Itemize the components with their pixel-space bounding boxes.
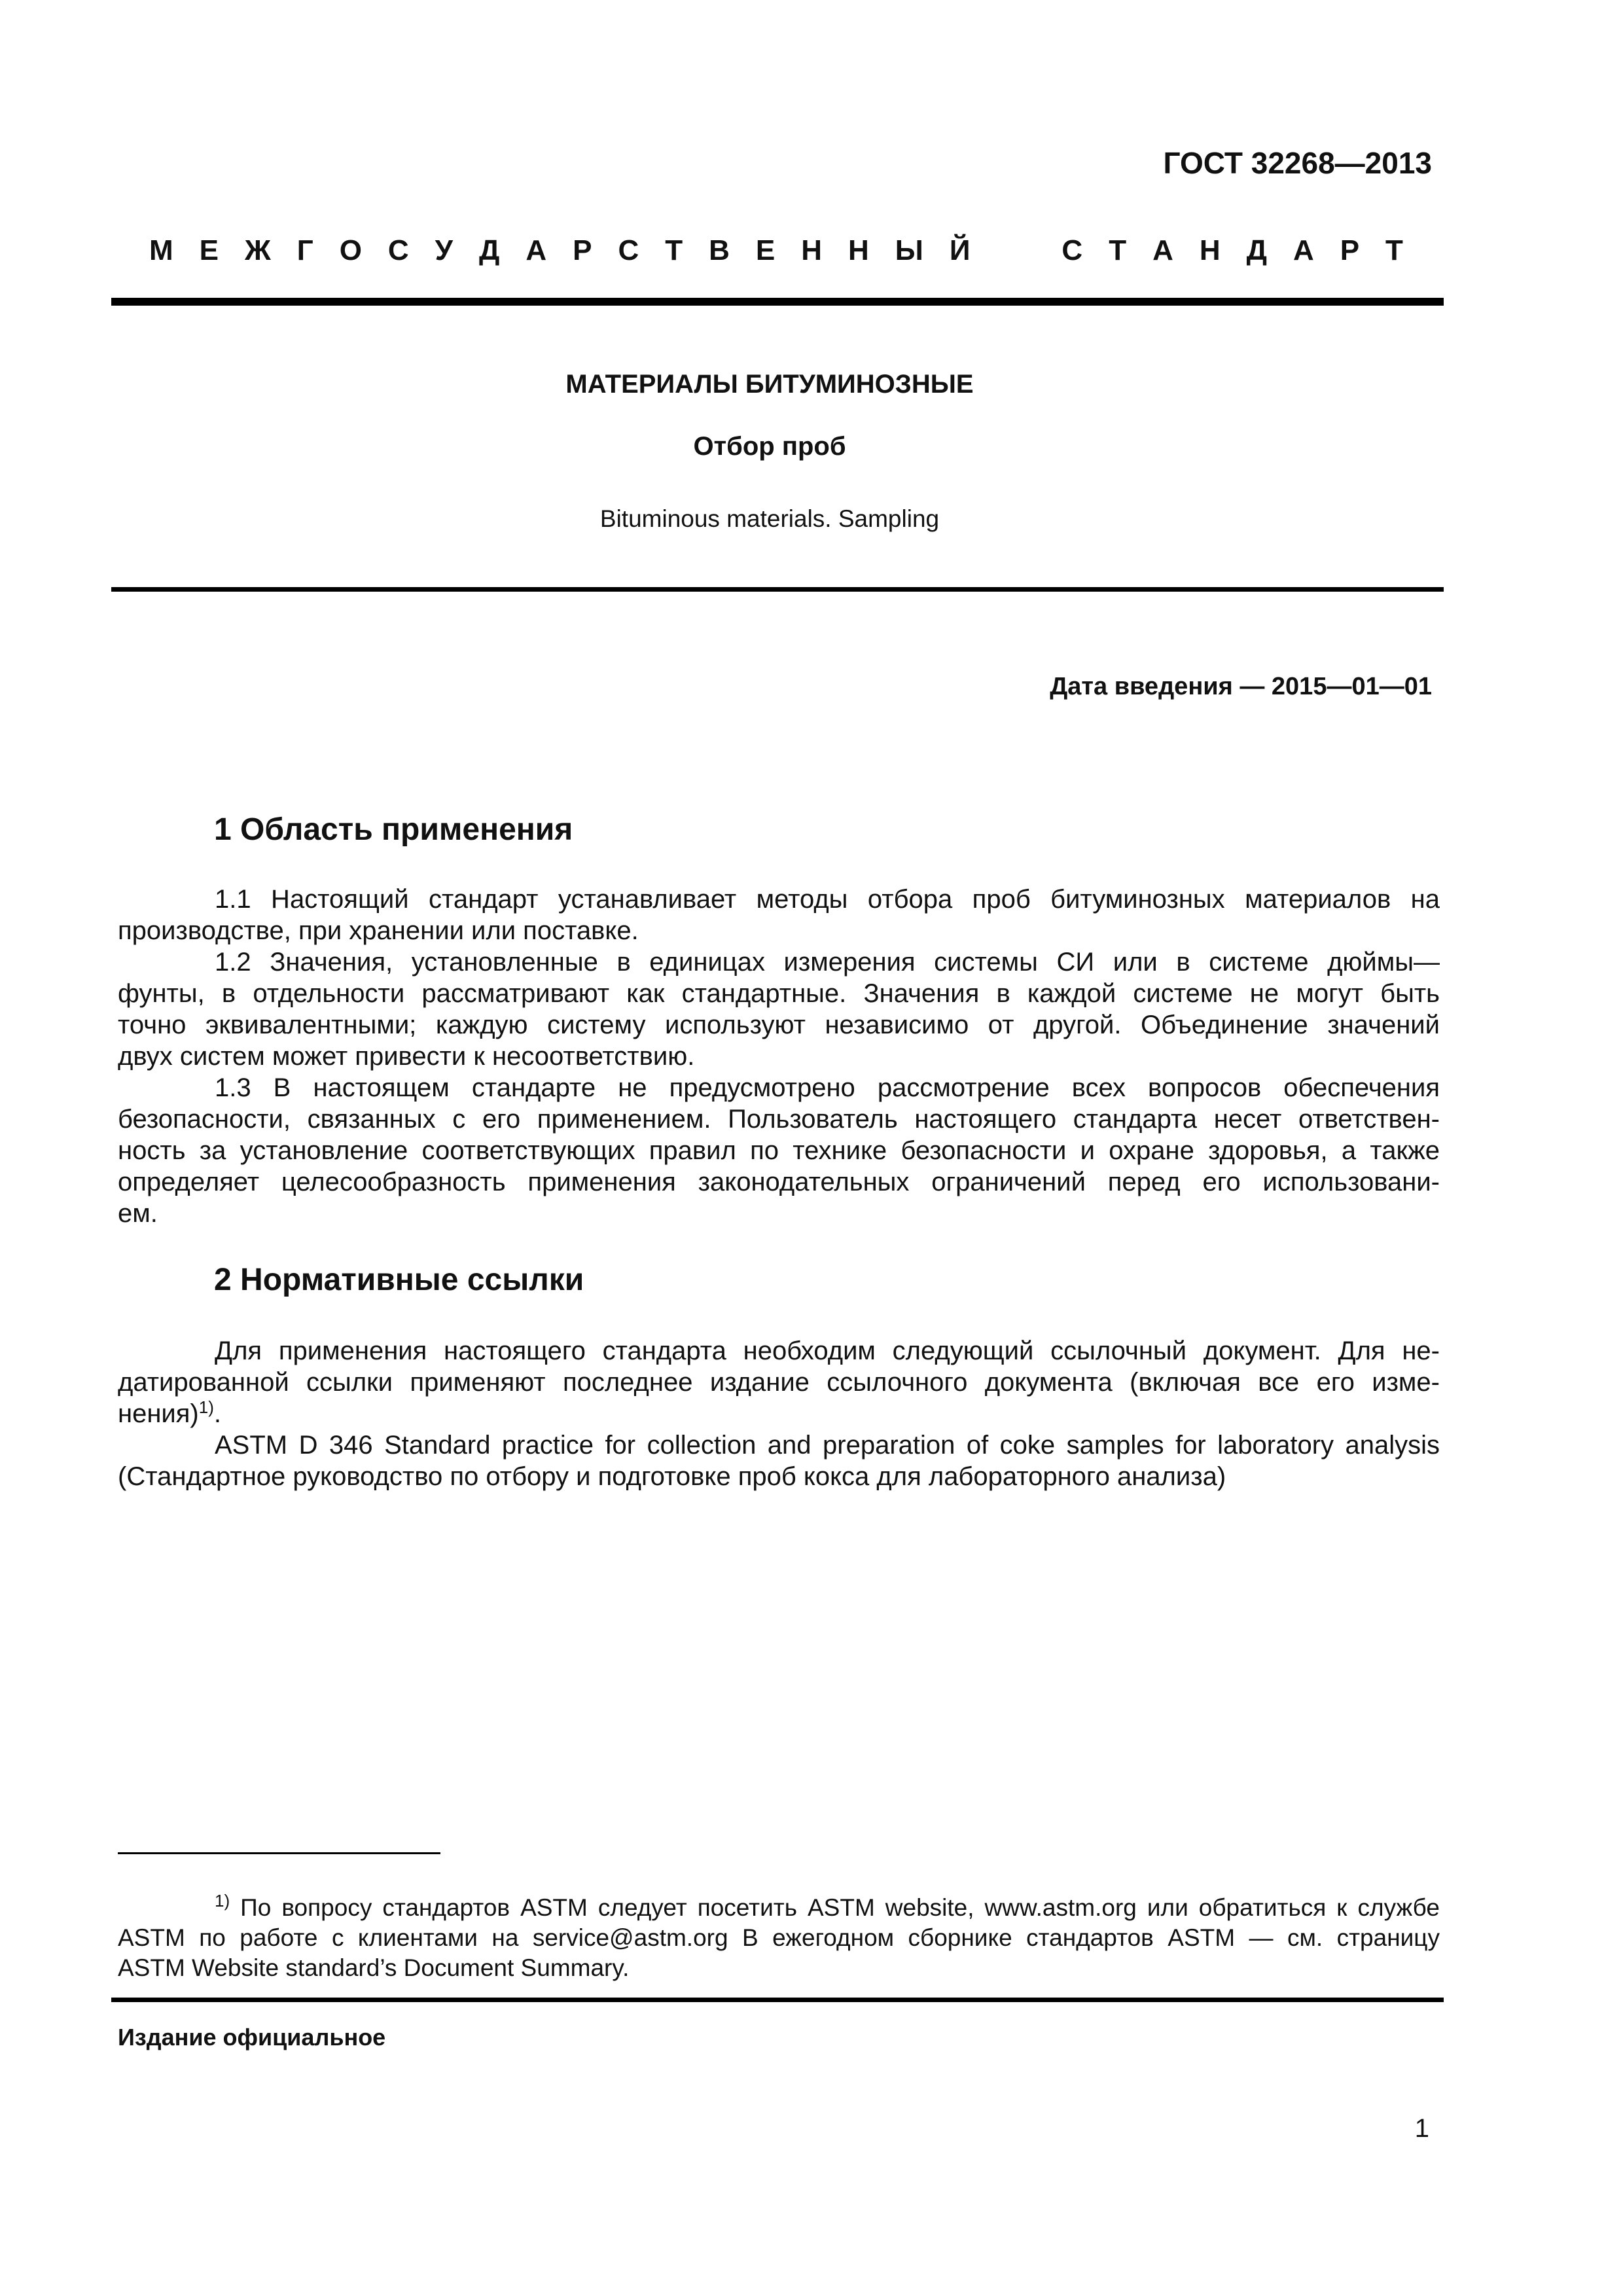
banner-letter: Т: [665, 234, 683, 266]
document-subtitle: Отбор проб: [693, 432, 846, 461]
banner-letter: Т: [1109, 234, 1127, 266]
footnote-line: ASTM Website standard’s Document Summary.: [118, 1954, 630, 1981]
text-line: безопасности, связанных с его применением. Пользователь настоящего стандарта несет ответствен-: [118, 1105, 1440, 1134]
text-line: точно эквивалентными; каждую систему используют независимо от другой. Объединение значений: [118, 1011, 1440, 1039]
banner-letter: А: [1152, 234, 1173, 266]
banner-letter: Д: [479, 234, 500, 266]
banner-letter: У: [435, 234, 454, 266]
footnote-line: [118, 1893, 1440, 1923]
banner-letter: О: [339, 234, 362, 266]
section-1-heading: 1 Область применения: [214, 812, 573, 847]
banner-letter: С: [1061, 234, 1083, 266]
header-rule: [111, 298, 1444, 306]
english-title: Bituminous materials. Sampling: [599, 505, 940, 532]
footer-rule: [111, 1998, 1444, 2002]
page-number: 1: [1414, 2114, 1429, 2143]
text-fragment: .: [213, 1399, 221, 1428]
footnote: [118, 1893, 1440, 1983]
text-line: производстве, при хранении или поставке.: [118, 916, 639, 945]
official-edition-label: Издание официальное: [118, 2024, 386, 2051]
banner-letter: С: [387, 234, 409, 266]
text-line: (Стандартное руководство по отбору и подготовке проб кокса для лабораторного анализа): [118, 1462, 1226, 1491]
banner-letter: Е: [755, 234, 776, 266]
text-line: датированной ссылки применяют последнее издание ссылочного документа (включая все его изме-: [118, 1368, 1440, 1397]
banner-letter: Й: [949, 234, 971, 266]
text-line: определяет целесообразность применения законодательных ограничений перед его использовани-: [118, 1168, 1440, 1196]
text-fragment: По вопросу стандартов ASTM следует посетить ASTM website, www.astm.org или обратиться к службе: [240, 1894, 1440, 1921]
document-id: ГОСТ 32268—2013: [1163, 146, 1432, 180]
section-1-body: [118, 884, 1440, 1229]
text-line: 1.2 Значения, установленные в единицах измерения системы СИ или в системе дюймы—: [215, 948, 1440, 977]
text-line: 1.1 Настоящий стандарт устанавливает методы отбора проб битуминозных материалов на: [215, 885, 1440, 914]
banner-letter: А: [526, 234, 547, 266]
text-line: [118, 1398, 1440, 1429]
text-line: фунты, в отдельности рассматривают как стандартные. Значения в каждой системе не могут быть: [118, 979, 1440, 1008]
banner-letter: Н: [1199, 234, 1221, 266]
text-line: 1.3 В настоящем стандарте не предусмотрено рассмотрение всех вопросов обеспечения: [215, 1073, 1440, 1102]
text-line: Для применения настоящего стандарта необходим следующий ссылочный документ. Для не-: [215, 1336, 1440, 1365]
banner-letter: С: [618, 234, 639, 266]
banner-letter: Н: [801, 234, 823, 266]
section-2-heading: 2 Нормативные ссылки: [214, 1263, 584, 1297]
banner-letter: А: [1293, 234, 1314, 266]
banner-letter: Г: [296, 234, 313, 266]
footnote-marker: 1): [215, 1891, 230, 1910]
footnote-line: ASTM по работе с клиентами на service@astm.org В ежегодном сборнике стандартов ASTM — см. страницу: [118, 1924, 1440, 1951]
banner-letter: Ж: [244, 234, 271, 266]
banner-letter: М: [149, 234, 173, 266]
text-fragment: нения): [118, 1399, 199, 1428]
text-line: ASTM D 346 Standard practice for collection and preparation of coke samples for laboratory analysis: [215, 1431, 1440, 1460]
text-line: ем.: [118, 1199, 158, 1228]
banner-letter: В: [709, 234, 730, 266]
banner-letter: Е: [199, 234, 219, 266]
banner-letter: Р: [573, 234, 592, 266]
banner-letter: Ы: [895, 234, 923, 266]
interstate-standard-banner: [149, 234, 1403, 267]
banner-letter: Н: [848, 234, 869, 266]
banner-word-gap: [996, 234, 1035, 267]
document-title: МАТЕРИАЛЫ БИТУМИНОЗНЫЕ: [565, 370, 974, 399]
text-line: двух систем может привести к несоответствию.: [118, 1042, 695, 1071]
footnote-separator: [118, 1852, 440, 1854]
text-line: ность за установление соответствующих правил по технике безопасности и охране здоровья, а также: [118, 1136, 1440, 1165]
title-rule: [111, 587, 1444, 592]
banner-letter: Р: [1340, 234, 1360, 266]
banner-letter: Д: [1246, 234, 1267, 266]
section-2-body: [118, 1335, 1440, 1492]
banner-letter: Т: [1385, 234, 1403, 266]
introduction-date: Дата введения — 2015—01—01: [1050, 673, 1432, 700]
footnote-reference[interactable]: 1): [198, 1397, 214, 1417]
